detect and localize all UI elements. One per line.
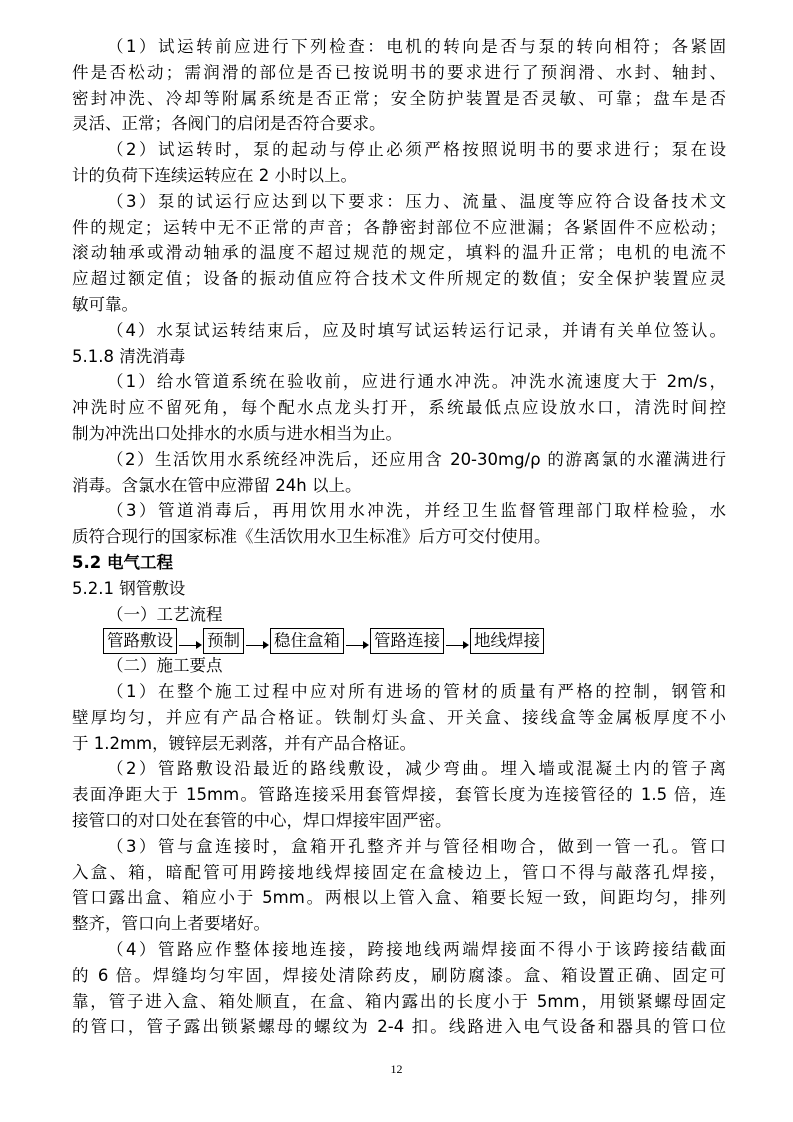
flow-step: 预制: [203, 628, 244, 654]
text-line: （3）管与盒连接时，盒箱开孔整齐并与管径相吻合，做到一管一孔。管口: [107, 836, 726, 856]
text-line: 的管口，管子露出锁紧螺母的螺纹为 2-4 扣。线路进入电气设备和器具的管口位: [72, 1017, 726, 1037]
flow-step: 管路敷设: [103, 628, 177, 654]
text-line: （1）试运转前应进行下列检查：电机的转向是否与泵的转向相符；各紧固: [107, 37, 726, 56]
text-line: 应超过额定值；设备的振动值应符合技术文件所规定的数值；安全保护装置应灵: [72, 269, 726, 289]
text-line: 5.2.1 钢管敷设: [72, 578, 186, 598]
text-line: 5.1.8 清洗消毒: [72, 346, 186, 366]
text-line: 靠，管子进入盒、箱处顺直，在盒、箱内露出的长度小于 5mm，用锁紧螺母固定: [72, 991, 726, 1011]
text-line: 制为冲洗出口处排水的水质与进水相当为止。: [72, 424, 402, 443]
text-line: 件的规定；运转中无不正常的声音；各静密封部位不应泄漏；各紧固件不应松动；: [72, 217, 726, 237]
flow-step: 稳住盒箱: [270, 628, 344, 654]
text-line: 壁厚均匀，并应有产品合格证。铁制灯头盒、开关盒、接线盒等金属板厚度不小: [72, 707, 726, 727]
text-line: （1）在整个施工过程中应对所有进场的管材的质量有严格的控制，钢管和: [107, 682, 726, 701]
text-line: 质符合现行的国家标准《生活饮用水卫生标准》后方可交付使用。: [72, 527, 551, 547]
text-line: （1）给水管道系统在验收前，应进行通水冲洗。冲洗水流速度大于 2m/s，: [107, 372, 726, 392]
text-line: 密封冲洗、冷却等附属系统是否正常；安全防护装置是否灵敏、可靠；盘车是否: [72, 88, 726, 108]
arrow-right-icon: [177, 629, 203, 653]
text-line: （3）泵的试运行应达到以下要求：压力、流量、温度等应符合设备技术文: [107, 191, 726, 211]
text-line: （2）生活饮用水系统经冲洗后，还应用含 20-30mg/ρ 的游离氯的水灌满进行: [107, 449, 726, 469]
flow-step: 地线焊接: [470, 628, 544, 654]
arrow-right-icon: [444, 629, 470, 653]
text-line: 表面净距大于 15mm。管路连接采用套管焊接，套管长度为连接管径的 1.5 倍，连: [72, 785, 726, 805]
text-line: 入盒、箱，暗配管可用跨接地线焊接固定在盒棱边上，管口不得与敲落孔焊接，: [72, 862, 726, 882]
text-line: 冲洗时应不留死角，每个配水点龙头打开，系统最低点应设放水口，清洗时间控: [72, 398, 726, 418]
arrow-right-icon: [244, 629, 270, 653]
flow-step: 管路连接: [370, 628, 444, 654]
text-line: 整齐，管口向上者要堵好。: [72, 914, 270, 934]
text-line: 敏可靠。: [72, 295, 138, 314]
text-line: （2）试运转时，泵的起动与停止必须严格按照说明书的要求进行；泵在设: [107, 140, 726, 160]
text-line: 的 6 倍。焊缝均匀牢固，焊接处清除药皮，刷防腐漆。盒、箱设置正确、固定可: [72, 965, 726, 985]
text-line: （4）水泵试运转结束后，应及时填写试运转运行记录，并请有关单位签认。: [107, 320, 726, 340]
text-line: （二）施工要点: [107, 656, 223, 676]
process-flowchart: [103, 627, 544, 655]
text-line: （3）管道消毒后，再用饮用水冲洗，并经卫生监督管理部门取样检验，水: [107, 501, 726, 521]
text-line: （4）管路应作整体接地连接，跨接地线两端焊接面不得小于该跨接结截面: [107, 940, 726, 959]
text-line: 接管口的对口处在套管的中心，焊口焊接牢固严密。: [72, 811, 452, 830]
text-line: 管口露出盒、箱应小于 5mm。两根以上管入盒、箱要长短一致，间距均匀，排列: [72, 888, 726, 908]
text-line: 件是否松动；需润滑的部位是否已按说明书的要求进行了预润滑、水封、轴封、: [72, 62, 726, 82]
text-line: 滚动轴承或滑动轴承的温度不超过规范的规定，填料的温升正常；电机的电流不: [72, 243, 726, 263]
text-line: 计的负荷下连续运转应在 2 小时以上。: [72, 166, 357, 185]
text-line: 灵活、正常；各阀门的启闭是否符合要求。: [72, 114, 386, 134]
arrow-right-icon: [344, 629, 370, 653]
text-line: （2）管路敷设沿最近的路线敷设，减少弯曲。埋入墙或混凝土内的管子离: [107, 759, 726, 779]
text-line: 于 1.2mm，镀锌层无剥落，并有产品合格证。: [72, 733, 417, 753]
text-line: （一）工艺流程: [107, 604, 223, 624]
section-heading: 5.2 电气工程: [72, 553, 173, 572]
text-line: 消毒。含氯水在管中应滞留 24h 以上。: [72, 475, 362, 495]
page-number: 12: [390, 1062, 403, 1076]
